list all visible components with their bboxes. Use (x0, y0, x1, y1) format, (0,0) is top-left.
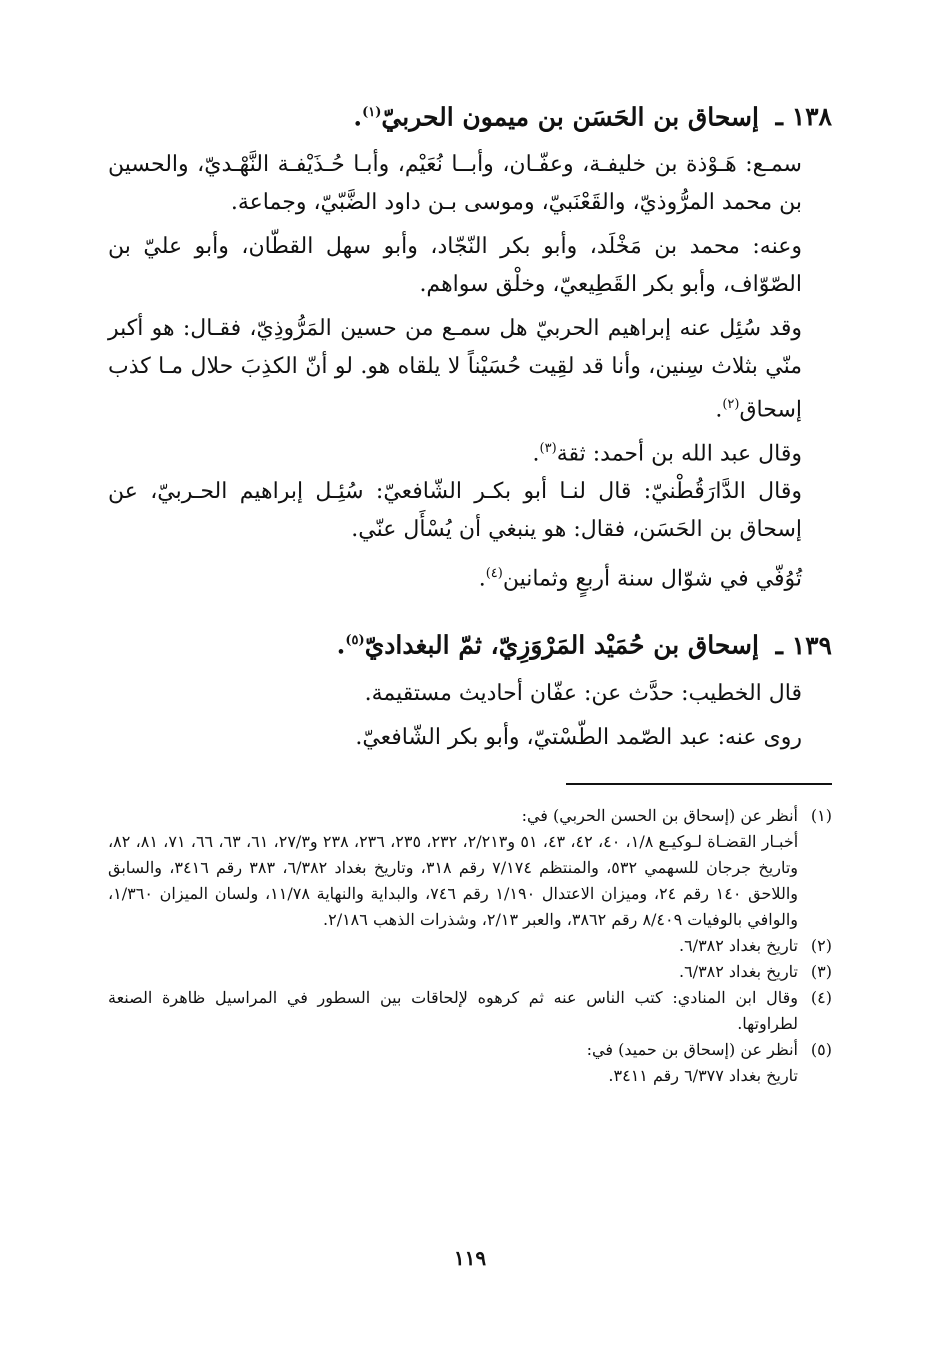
entry-138-question: وقد سُئِل عنه إبراهيم الحربيّ هل سمـع من حسين المَرُّوذِيّ، فقـال: هو أكبر منّي بثلاث سِنين، وأنا قد لقِيت حُسَيْناً لا يلقاه هو. لو أنّ الكذِبَ حلال مـا كذب إسحاق$^{(٢)}$. (108, 316, 802, 423)
entry-138-teachers: سمـع: هَـوْذة بن خليفـة، وعفّـان، وأبــا نُعَيْم، وأبـا حُـذَيْفـة النَّهْـديّ، والحسين بن محمد المرُّوذيّ، والقَعْنَبيّ، وموسى بـن داود الضَّبّيّ، وجماعة. (108, 152, 802, 216)
footnote-body (108, 933, 798, 959)
entry-gap (108, 604, 832, 624)
entry-138-students: وعنه: محمد بن مَخْلَد، وأبو بكر النّجّاد، وأبو سهل القطّان، وأبو عليّ بن الصّوّاف، وأبو بكر القَطِيعيّ، وخلْق سواهم. (108, 234, 802, 298)
entry-139-heading (108, 624, 832, 662)
footnote-ref[interactable]: (٥) (345, 633, 365, 649)
footnote-body (108, 1037, 798, 1089)
footnote-line: أنظر عن (إسحاق بن الحسن الحربي) في: (521, 805, 798, 825)
entry-139-khatib: قال الخطيب: حدَّث عن: عفّان أحاديث مستقيمة. (364, 680, 802, 706)
footnote-number: (١) (810, 805, 832, 825)
footnote-ref[interactable]: (٤) (485, 565, 503, 581)
footnote-ref[interactable]: (١) (362, 105, 382, 120)
paragraph-text: تُوُفّي في شوّال سنة أربعٍ وثمانين (502, 566, 802, 592)
footnote-number: (٢) (810, 935, 832, 955)
footnote-number: (٤) (810, 987, 832, 1007)
footnote-1 (108, 803, 832, 933)
entry-139-students: روى عنه: عبد الصّمد الطّسْتيّ، وأبو بكر الشّافعيّ. (355, 724, 802, 750)
entry-138-heading (108, 96, 832, 134)
entry-name: إسحاق بن الحَسَن بن ميمون الحربيّ (381, 102, 759, 132)
entry-138-daraqutni: وقال الدَّارَقُطْنيّ: قال لنـا أبو بكـر الشّافعيّ: سُئِـل إبراهيم الحـربيّ، عن إسحاق بن الحَسَن، فقال: هو ينبغي أن يُسْأَل عنّي. (108, 478, 802, 542)
footnote-number: (٥) (810, 1039, 832, 1059)
paragraph-text: وقال عبد الله بن أحمد: ثقة (556, 440, 802, 466)
footnote-line: تاريخ بغداد ٦/٣٨٢. (678, 935, 798, 955)
heading-end: . (336, 630, 346, 660)
footnote-ref[interactable]: (٣) (539, 440, 557, 456)
entry-number: ١٣٨ ـ (775, 102, 832, 132)
paragraph-text: وقد سُئِل عنه إبراهيم الحربيّ هل سمـع من حسين المَرُّوذِيّ، فقـال: هو أكبر منّي بثلاث سِنين، وأنا قد لقِيت حُسَيْناً لا يلقاه هو. لو أنّ الكذِبَ حلال مـا كذب إسحاق (108, 316, 802, 423)
footnote-body (108, 959, 798, 985)
entry-number: ١٣٩ ـ (775, 630, 832, 660)
footnote-divider (566, 783, 832, 785)
footnotes (108, 803, 832, 1089)
entry-name: إسحاق بن حُمَيْد المَرْوَزِيّ، ثمّ البغداديّ (364, 630, 759, 660)
page-number: ١١٩ (453, 1246, 487, 1270)
footnote-line: أخبـار القضـاة لـوكيـع ١/٨، ٤٠، ٤٢، ٤٣، ٥١ و٢/٢١٣، ٢٣٢، ٢٣٥، ٢٣٦، ٢٣٨ و٢٧/٣، ٦١، ٦٣، ٦٦، ٧١، ٨١، ٨٢، وتاريخ جرجان للسهمي ٥٣٢، والمنتظم ٧/١٧٤ رقم ٣١٨، وتاريخ بغداد ٦/٣٨٢، ٣٨٣ رقم ٣٤١٦، والسابق واللاحق ١٤٠ رقم ٢٤، وميزان الاعتدال ١/١٩٠ رقم ٧٤٦، والبداية والنهاية ١١/٧٨، ولسان الميزان ١/٣٦٠، والوافي بالوفيات ٨/٤٠٩ رقم ٣٨٦٢، والعبر ٢/١٣، وشذرات الذهب ٢/١٨٦. (108, 831, 799, 929)
footnote-line: وقال ابن المنادي: كتب الناس عنه ثم كرهوه لإلحاقات بين السطور في المراسيل ظاهرة الصنعة لطراوتها. (108, 987, 798, 1033)
heading-end: . (353, 102, 363, 132)
entry-138-death: تُوُفّي في شوّال سنة أربعٍ وثمانين$^{(٤)}$. (478, 565, 802, 592)
footnote-body (108, 985, 798, 1037)
entry-138-abdallah: وقال عبد الله بن أحمد: ثقة$^{(٣)}$. (532, 440, 802, 466)
footnote-5 (108, 1037, 832, 1089)
footnote-4 (108, 985, 832, 1037)
footnote-line: أنظر عن (إسحاق بن حميد) في: (586, 1039, 798, 1059)
footnote-ref[interactable]: (٢) (722, 397, 740, 413)
footnote-line: تاريخ بغداد ٦/٣٧٧ رقم ٣٤١١. (608, 1065, 798, 1085)
footnote-number: (٣) (810, 961, 832, 981)
footnote-3 (108, 959, 832, 985)
footnote-body (108, 803, 798, 933)
footnote-line: تاريخ بغداد ٦/٣٨٢. (678, 961, 798, 981)
footnote-2 (108, 933, 832, 959)
